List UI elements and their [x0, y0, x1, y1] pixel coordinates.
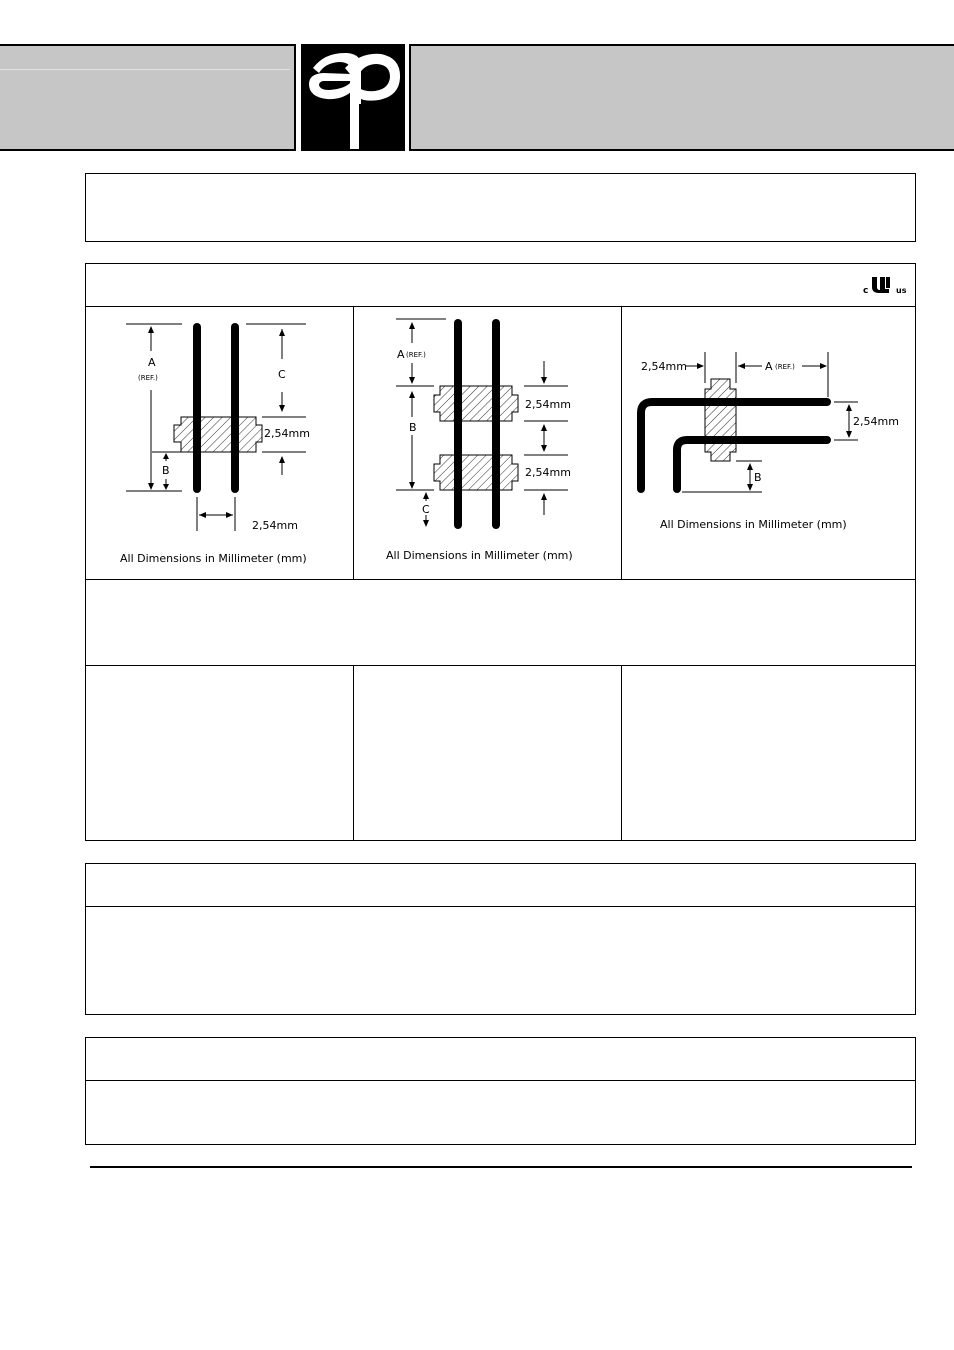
insulator-body	[705, 379, 736, 461]
diagram-straight-dual	[354, 307, 621, 579]
header-right-panel	[409, 44, 954, 151]
diagram-right-angle	[622, 307, 915, 579]
header-left-highlight	[0, 69, 290, 70]
cert-suffix-text: us	[896, 286, 907, 295]
bottom-column-divider-1	[353, 665, 354, 841]
diagram-caption: All Dimensions in Millimeter (mm)	[660, 518, 847, 531]
table-description-divider	[85, 665, 916, 666]
features-box	[85, 863, 916, 1015]
cert-prefix-text: c	[863, 286, 869, 296]
dim-label-c: C	[422, 503, 430, 516]
dim-label-a: A	[148, 356, 156, 369]
ap-monogram-logo	[301, 44, 405, 151]
dim-pitch-side: 2,54mm	[853, 415, 899, 428]
dim-pitch-top: 2,54mm	[641, 360, 687, 373]
header-left-panel	[0, 44, 296, 151]
notes-box	[85, 1037, 916, 1145]
dim-label-b: B	[754, 471, 762, 484]
dim-label-a-ref: (REF.)	[138, 374, 158, 382]
ul-glyph-l-icon	[886, 277, 890, 288]
diagram-caption: All Dimensions in Millimeter (mm)	[120, 552, 307, 565]
insulator-upper	[434, 386, 518, 421]
dim-label-a-ref: (REF.)	[406, 351, 426, 359]
insulator-lower	[434, 455, 518, 490]
dim-label-a: A	[397, 348, 405, 361]
features-box-divider	[85, 906, 916, 907]
dim-label-b: B	[409, 421, 417, 434]
pin-lower-bent	[677, 440, 827, 489]
table-diagram-divider	[85, 579, 916, 580]
dim-pitch-horizontal: 2,54mm	[252, 519, 298, 532]
footer-rule	[90, 1166, 912, 1168]
insulator-body	[174, 417, 262, 452]
dim-label-b: B	[162, 464, 170, 477]
diagram-straight-single	[86, 307, 353, 579]
ap-logo-icon	[301, 44, 405, 151]
diagram-caption: All Dimensions in Millimeter (mm)	[386, 549, 573, 562]
dim-label-a: A	[765, 360, 773, 373]
title-box	[85, 173, 916, 242]
dim-lower-insulator: 2,54mm	[525, 466, 571, 479]
dim-upper-insulator: 2,54mm	[525, 398, 571, 411]
bottom-column-divider-2	[621, 665, 622, 841]
dim-label-a-ref: (REF.)	[775, 363, 795, 371]
dim-label-c: C	[278, 368, 286, 381]
dim-pitch-vertical: 2,54mm	[264, 427, 310, 440]
cul-us-mark	[860, 274, 910, 296]
notes-box-divider	[85, 1080, 916, 1081]
